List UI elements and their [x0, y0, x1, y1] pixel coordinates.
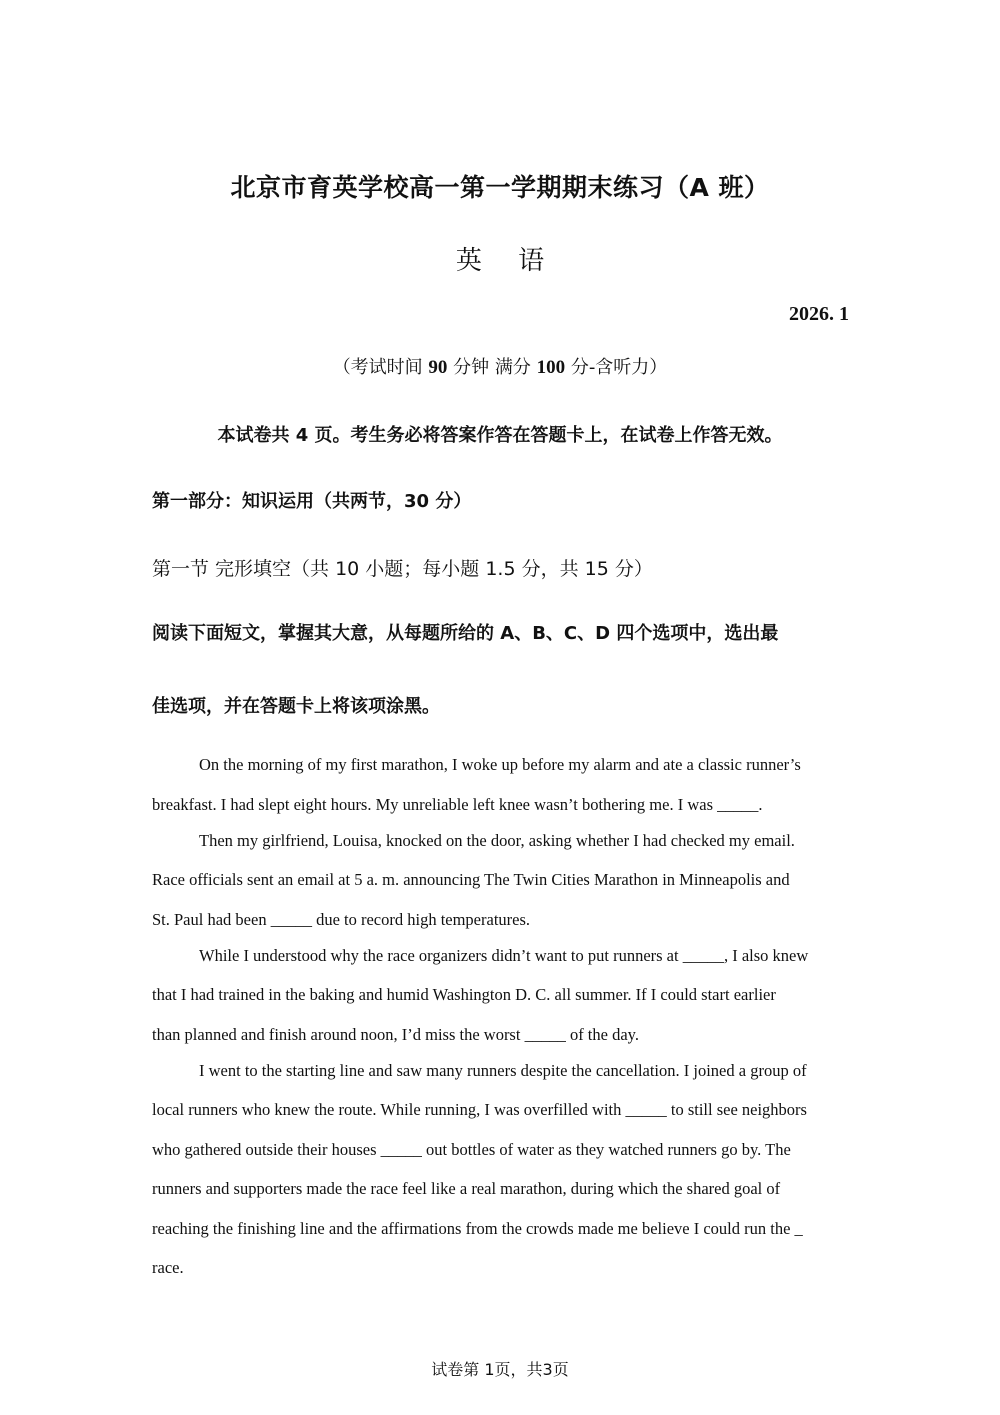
exam-notice: 本试卷共 4 页。考生务必将答案作答在答题卡上，在试卷上作答无效。 — [217, 425, 783, 446]
section-one-heading: 第一节 完形填空（共 10 小题；每小题 1.5 分，共 15 分） — [152, 558, 653, 580]
passage-line: St. Paul had been _____ due to record high temperatures. — [152, 909, 531, 929]
subject-title: 英 语 — [455, 246, 559, 276]
passage-line: Race officials sent an email at 5 a. m. announcing The Twin Cities Marathon in Minneapolis and — [152, 870, 790, 889]
cloze-instruction — [152, 620, 852, 766]
exam-date: 2026. 1 — [789, 303, 849, 325]
exam-info-mid: 分钟 满分 — [447, 357, 537, 378]
page-footer: 试卷第 1页，共3页 — [431, 1360, 569, 1379]
part-one-heading: 第一部分：知识运用（共两节，30 分） — [152, 491, 472, 512]
passage-line: race. — [152, 1258, 184, 1277]
passage-line: that I had trained in the baking and humid Washington D. C. all summer. If I could start earlier — [152, 985, 776, 1004]
cloze-passage — [152, 753, 852, 1296]
exam-minutes: 90 — [428, 357, 448, 378]
exam-points: 100 — [536, 357, 566, 378]
passage-line: runners and supporters made the race feel like a real marathon, during which the shared goal of — [152, 1179, 781, 1198]
passage-line: Then my girlfriend, Louisa, knocked on the door, asking whether I had checked my email. — [199, 830, 795, 850]
passage-line: While I understood why the race organizers didn’t want to put runners at _____, I also knew — [199, 945, 809, 965]
exam-info-suffix: 分-含听力） — [565, 357, 668, 378]
passage-line: breakfast. I had slept eight hours. My unreliable left knee wasn’t bothering me. I was _____. — [152, 794, 763, 814]
passage-line: On the morning of my first marathon, I woke up before my alarm and ate a classic runner’s — [199, 755, 801, 774]
instruction-line: 佳选项，并在答题卡上将该项涂黑。 — [152, 696, 440, 717]
instruction-line: 阅读下面短文，掌握其大意，从每题所给的 A、B、C、D 四个选项中，选出最 — [152, 623, 779, 644]
passage-line: I went to the starting line and saw many runners despite the cancellation. I joined a group of — [199, 1060, 807, 1080]
passage-line: local runners who knew the route. While running, I was overfilled with _____ to still see neighbors — [152, 1100, 807, 1119]
passage-line: reaching the finishing line and the affirmations from the crowds made me believe I could run the _ — [152, 1218, 803, 1238]
exam-duration-info — [0, 353, 1000, 379]
passage-line: who gathered outside their houses _____ out bottles of water as they watched runners go by. The — [152, 1139, 791, 1159]
exam-info-prefix: （考试时间 — [332, 357, 429, 378]
passage-line: than planned and finish around noon, I’d miss the worst _____ of the day. — [152, 1024, 639, 1044]
exam-title: 北京市育英学校高一第一学期期末练习（A 班） — [230, 173, 770, 202]
